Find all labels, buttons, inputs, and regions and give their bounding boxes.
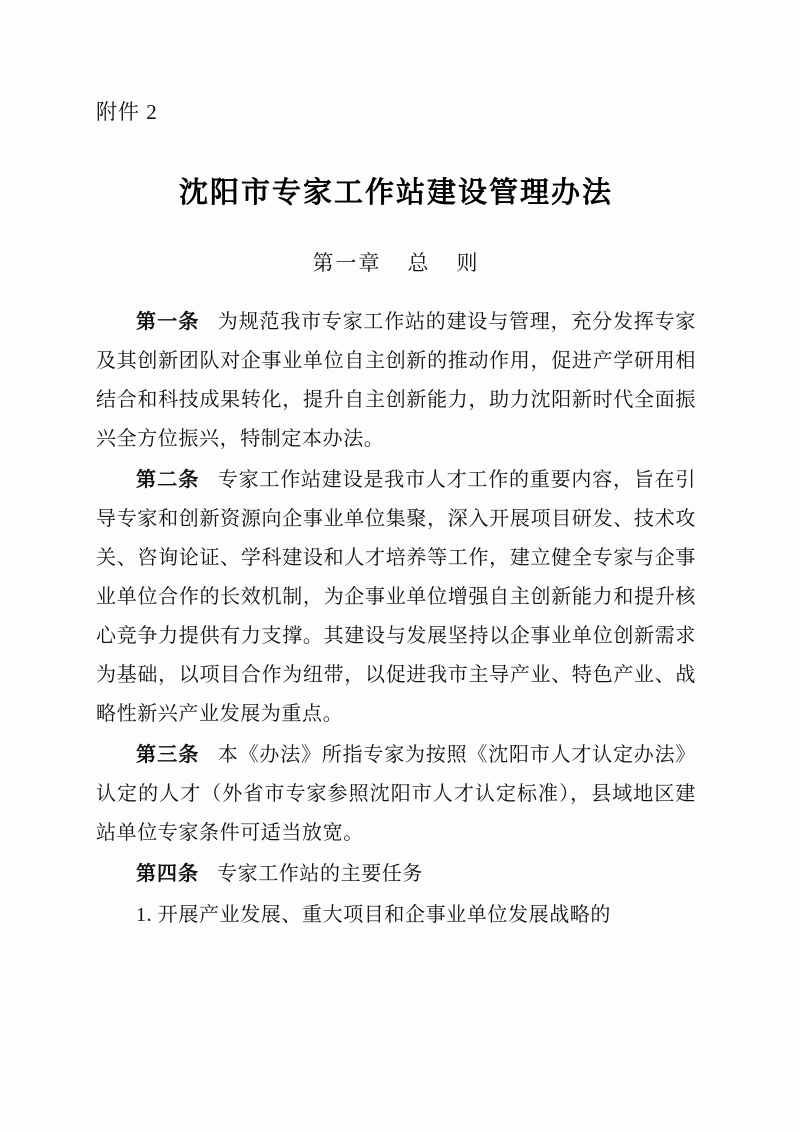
chapter-name: 总 — [407, 251, 431, 275]
article-number: 第二条 — [136, 469, 200, 491]
list-item: 1. 开展产业发展、重大项目和企事业单位发展战略的 — [136, 904, 611, 926]
article-text: 本《办法》所指专家为按照《沈阳市人才认定办法》认定的人才（外省市专家参照沈阳市人才认定标准），县域地区建站单位专家条件可适当放宽。 — [96, 744, 696, 844]
article-text: 为规范我市专家工作站的建设与管理，充分发挥专家及其创新团队对企事业单位自主创新的推动作用，促进产学研用相结合和科技成果转化，提升自主创新能力，助力沈阳新时代全面振兴全方位振兴，特制定本办法。 — [96, 311, 696, 450]
article-number: 第三条 — [136, 744, 200, 766]
attachment-label: 附件 2 — [96, 100, 158, 124]
article-paragraph — [96, 736, 696, 853]
article-number: 第四条 — [136, 863, 199, 885]
chapter-suffix: 则 — [456, 251, 480, 275]
chapter-prefix: 第一章 — [312, 251, 382, 275]
article-text: 专家工作站的主要任务 — [217, 863, 423, 885]
article-text: 专家工作站建设是我市人才工作的重要内容，旨在引导专家和创新资源向企事业单位集聚，深入开展项目研发、技术攻关、咨询论证、学科建设和人才培养等工作，建立健全专家与企事业单位合作的长效机制，为企事业单位增强自主创新能力和提升核心竞争力提供有力支撑。其建设与发展坚持以企事业单位创新需求为基础，以项目合作为纽带，以促进我市主导产业、特色产业、战略性新兴产业发展为重点。 — [96, 469, 696, 725]
article-paragraph — [96, 461, 696, 734]
article-paragraph — [96, 855, 696, 894]
page-title: 沈阳市专家工作站建设管理办法 — [178, 177, 613, 209]
chapter-heading — [96, 247, 696, 277]
article-number: 第一条 — [136, 311, 200, 333]
article-paragraph — [96, 303, 696, 459]
